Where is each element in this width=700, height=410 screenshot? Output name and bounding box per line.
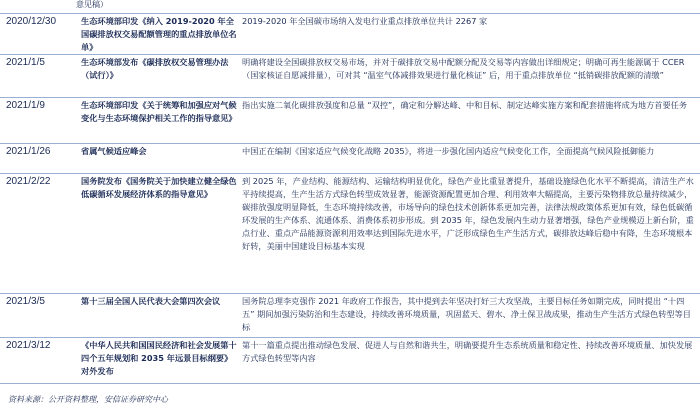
row-detail: 明确将建设全国碳排放权交易市场，并对于碳排放交易中配额分配及交易等内容做出详细规定；明确可再生能源属于 CCER（国家核证自愿减排量），可对其 “温室气体减排效果进行量化核证” 后，用于重点排放单位 “抵销碳排放配额的清缴”	[239, 55, 700, 98]
table-row	[0, 144, 700, 174]
row-date: 2021/1/26	[0, 144, 78, 174]
row-date: 2021/3/5	[0, 294, 78, 338]
row-date: 2021/1/5	[0, 55, 78, 98]
row-event: 《中华人民共和国国民经济和社会发展第十四个五年规划和 2035 年远景目标纲要》对外发布	[78, 338, 239, 384]
table-row	[0, 98, 700, 144]
row-detail: 2019-2020 年全国碳市场纳入发电行业重点排放单位共计 2267 家	[239, 14, 700, 55]
row-date: 2021/2/22	[0, 174, 78, 294]
table-row	[0, 294, 700, 338]
row-event: 生态环境部印发《关于统筹和加强应对气候变化与生态环境保护相关工作的指导意见》	[78, 98, 239, 144]
row-detail: 中国正在编制《国家适应气候变化战略 2035》，将进一步强化国内适应气候变化工作，全面提高气候风险抵御能力	[239, 144, 700, 174]
row-detail: 到 2025 年，产业结构、能源结构、运输结构明显优化，绿色产业比重显著提升，基础设施绿色化水平不断提高，清洁生产水平持续提高，生产生活方式绿色转型成效显著，能源资源配置更加合理、利用效率大幅提高，主要污染物排放总量持续减少，碳排放强度明显降低，生态环境持续改善，市场导向的绿色技术创新体系更加完善，法律法规政策体系更加有效，绿色低碳循环发展的生产体系、流通体系、消费体系初步形成。到 2035 年，绿色发展内生动力显著增强，绿色产业规模迈上新台阶，重点行业、重点产品能源资源利用效率达到国际先进水平，广泛形成绿色生产生活方式，碳排放达峰后稳中有降，生态环境根本好转，美丽中国建设目标基本实现	[239, 174, 700, 294]
table-row	[0, 55, 700, 98]
row-date: 2021/1/9	[0, 98, 78, 144]
row-event: 第十三届全国人民代表大会第四次会议	[78, 294, 239, 338]
row-detail: 国务院总理李克强作 2021 年政府工作报告，其中提到去年坚决打好三大攻坚战，主要目标任务如期完成，同时提出 “十四五” 期间加强污染防治和生态建设，持续改善环境质量，巩固蓝天、碧水、净土保卫战成果，推动生产生活方式绿色转型等目标	[239, 294, 700, 338]
source-note: 资料来源：公开资料整理，安信证券研究中心	[8, 395, 168, 404]
row-event: 国务院发布《国务院关于加快建立健全绿色低碳循环发展经济体系的指导意见》	[78, 174, 239, 294]
row-detail: 第十一篇重点提出推动绿色发展、促进人与自然和谐共生，明确要提升生态系统质量和稳定性、持续改善环境质量、加快发展方式绿色转型等内容	[239, 338, 700, 384]
row-date: 2020/12/30	[0, 14, 78, 55]
row-detail: 指出实施二氧化碳排放强度和总量 “双控”，确定和分解达峰、中和目标、制定达峰实施方案和配套措施将成为地方首要任务	[239, 98, 700, 144]
table-row	[0, 14, 700, 55]
row-event: 生态环境部发布《碳排放权交易管理办法（试行）》	[78, 55, 239, 98]
row-event: 省属气候适应峰会	[78, 144, 239, 174]
table-row	[0, 338, 700, 384]
continued-row	[0, 0, 700, 13]
table-row	[0, 174, 700, 294]
row-event: 生态环境部印发《纳入 2019-2020 年全国碳排放权交易配额管理的重点排放单位名单》	[78, 14, 239, 55]
continued-event-tail: 意见稿）	[76, 0, 108, 9]
row-date: 2021/3/12	[0, 338, 78, 384]
policy-timeline-table	[0, 13, 700, 384]
